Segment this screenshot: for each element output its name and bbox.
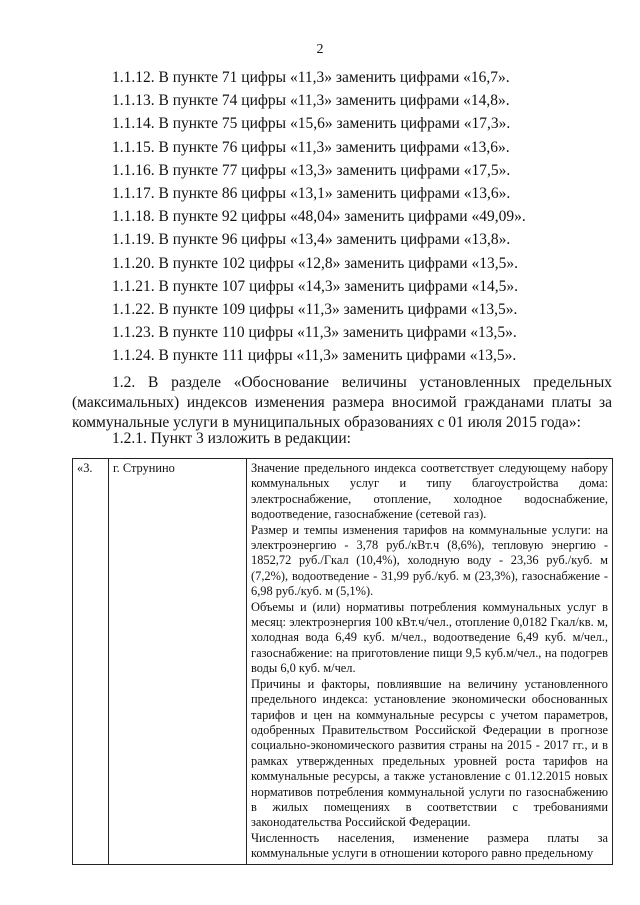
table-paragraph: Объемы и (или) нормативы потребления коммунальных услуг в месяц: электроэнергия 100 кВт.ч/чел., отопление 0,0182 Гкал/кв. м, холодная вода 6,49 куб. м/чел., водоотведение 6,49 куб. м/чел., газоснабжение: на приготовление пищи 9,5 куб.м/чел., на подогрев воды 6,0 куб. м/чел. xyxy=(251,599,608,676)
table-paragraph: Размер и темпы изменения тарифов на коммунальные услуги: на электроэнергию - 3,78 руб./кВт.ч (8,6%), тепловую энергию - 1852,72 руб./Гкал (10,4%), холодную воду - 23,36 руб./куб. м (7,2%), водоотведение - 31,99 руб./куб. м (23,3%), газоснабжение - 6,98 руб./куб. м (5,1%). xyxy=(251,522,608,599)
section-paragraph: 1.2. В разделе «Обоснование величины установленных предельных (максимальных) индексов изменения размера вносимой гражданами платы за коммунальные услуги в муниципальных образованиях с 01 июля 2015 года»: xyxy=(72,374,612,431)
page-number: 2 xyxy=(316,42,324,57)
list-item: 1.1.20. В пункте 102 цифры «12,8» заменить цифрами «13,5». xyxy=(112,254,518,272)
list-item: 1.1.12. В пункте 71 цифры «11,3» заменить цифрами «16,7». xyxy=(112,69,510,86)
list-item: 1.1.23. В пункте 110 цифры «11,3» заменить цифрами «13,5». xyxy=(112,324,517,342)
locality-cell: г. Струнино xyxy=(109,459,247,865)
list-item: 1.1.15. В пункте 76 цифры «11,3» заменить цифрами «13,6». xyxy=(112,138,510,156)
row-number-cell: «3. xyxy=(73,459,109,865)
table-row xyxy=(73,459,613,865)
list-item: 1.1.22. В пункте 109 цифры «11,3» заменить цифрами «13,5». xyxy=(112,300,518,318)
subpoint-paragraph: 1.2.1. Пункт 3 изложить в редакции: xyxy=(112,430,351,447)
list-item: 1.1.17. В пункте 86 цифры «13,1» заменить цифрами «13,6». xyxy=(112,184,511,202)
indices-table xyxy=(72,458,613,865)
list-item: 1.1.13. В пункте 74 цифры «11,3» заменить цифрами «14,8». xyxy=(112,92,510,110)
list-item: 1.1.18. В пункте 92 цифры «48,04» заменить цифрами «49,09». xyxy=(112,208,526,226)
list-item: 1.1.24. В пункте 111 цифры «11,3» заменить цифрами «13,5». xyxy=(112,347,517,365)
table-paragraph: Численность населения, изменение размера платы за коммунальные услуги в отношении которого равно предельному xyxy=(251,830,608,861)
table-viewport xyxy=(0,458,640,861)
list-item: 1.1.19. В пункте 96 цифры «13,4» заменить цифрами «13,8». xyxy=(112,231,511,249)
list-item: 1.1.21. В пункте 107 цифры «14,3» заменить цифрами «14,5». xyxy=(112,277,518,295)
description-cell xyxy=(247,459,613,865)
list-item: 1.1.16. В пункте 77 цифры «13,3» заменить цифрами «17,5». xyxy=(112,161,511,179)
table-paragraph: Значение предельного индекса соответствует следующему набору коммунальных услуг и типу благоустройства дома: электроснабжение, отопление, холодное водоснабжение, водоотведение, газоснабжение (сетевой газ). xyxy=(251,461,608,522)
list-item: 1.1.14. В пункте 75 цифры «15,6» заменить цифрами «17,3». xyxy=(112,115,511,133)
table-paragraph: Причины и факторы, повлиявшие на величину установленного предельного индекса: установление экономически обоснованных тарифов и цен на коммунальные ресурсы с учетом параметров, одобренных Правительством Российской Федерации в прогнозе социально-экономического развития страны на 2015 - 2017 гг., и в рамках утвержденных предельных уровней роста тарифов на коммунальные ресурсы, а также установление с 01.12.2015 новых нормативов потребления коммунальной услуги по газоснабжению в жилых помещениях в соответствии с требованиями законодательства Российской Федерации. xyxy=(251,676,608,830)
amendment-list xyxy=(112,66,582,367)
